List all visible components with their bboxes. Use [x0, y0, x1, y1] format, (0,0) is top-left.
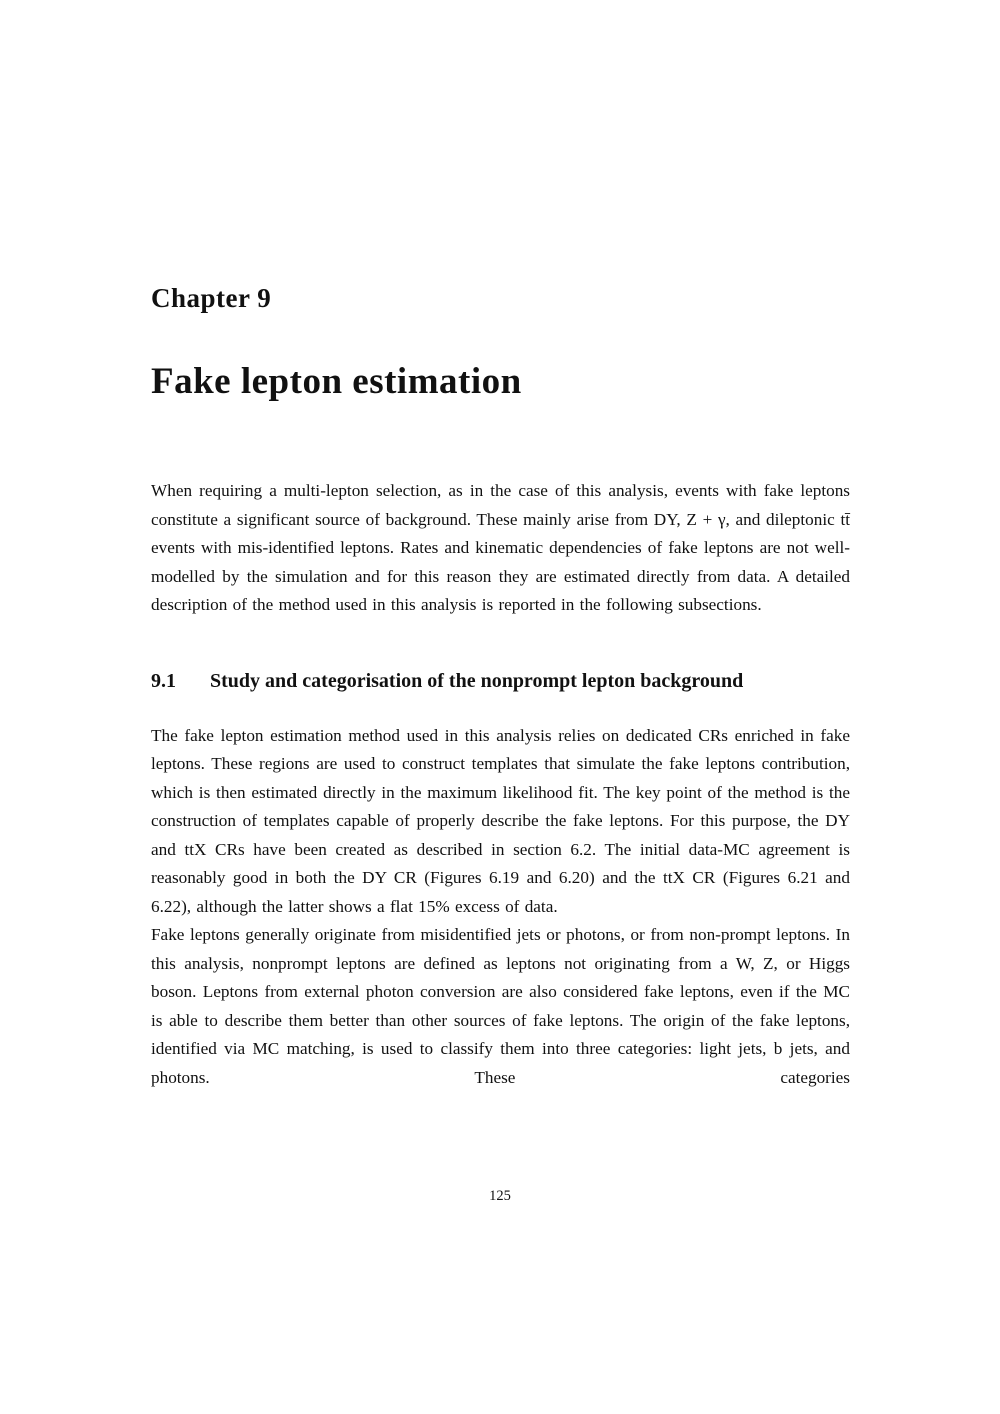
body-paragraph-2: Fake leptons generally originate from misidentified jets or photons, or from non-prompt leptons. In this analysis, nonprompt leptons are defined as leptons not originating from a W, Z, or Higgs boson. Leptons from external photon conversion are also considered fake leptons, even if the MC is able to describe them better than other sources of fake leptons. The origin of the fake leptons, identified via MC matching, is used to classify them into three categories: light jets, b jets, and photons. These categories — [151, 925, 850, 1087]
page-content — [151, 283, 850, 1092]
section-title: Study and categorisation of the nonprompt lepton background — [210, 669, 744, 692]
chapter-label: Chapter 9 — [151, 283, 272, 313]
section-heading — [151, 666, 850, 696]
body-paragraph-1: The fake lepton estimation method used in this analysis relies on dedicated CRs enriched in fake leptons. These regions are used to construct templates that simulate the fake leptons contribution, which is then estimated directly in the maximum likelihood fit. The key point of the method is the construction of templates capable of properly describe the fake leptons. For this purpose, the DY and ttX CRs have been created as described in section 6.2. The initial data-MC agreement is reasonably good in both the DY CR (Figures 6.19 and 6.20) and the ttX CR (Figures 6.21 and 6.22), although the latter shows a flat 15% excess of data. — [151, 725, 850, 916]
section-number: 9.1 — [151, 669, 176, 692]
page-title: Fake lepton estimation — [151, 361, 522, 402]
intro-paragraph: When requiring a multi-lepton selection, as in the case of this analysis, events with fake leptons constitute a significant source of background. These mainly arise from DY, Z + γ, and dileptonic tt̄ events with mis-identified leptons. Rates and kinematic dependencies of fake leptons are not well-modelled by the simulation and for this reason they are estimated directly from data. A detailed description of the method used in this analysis is reported in the following subsections. — [151, 481, 850, 614]
page-number: 125 — [489, 1188, 511, 1204]
